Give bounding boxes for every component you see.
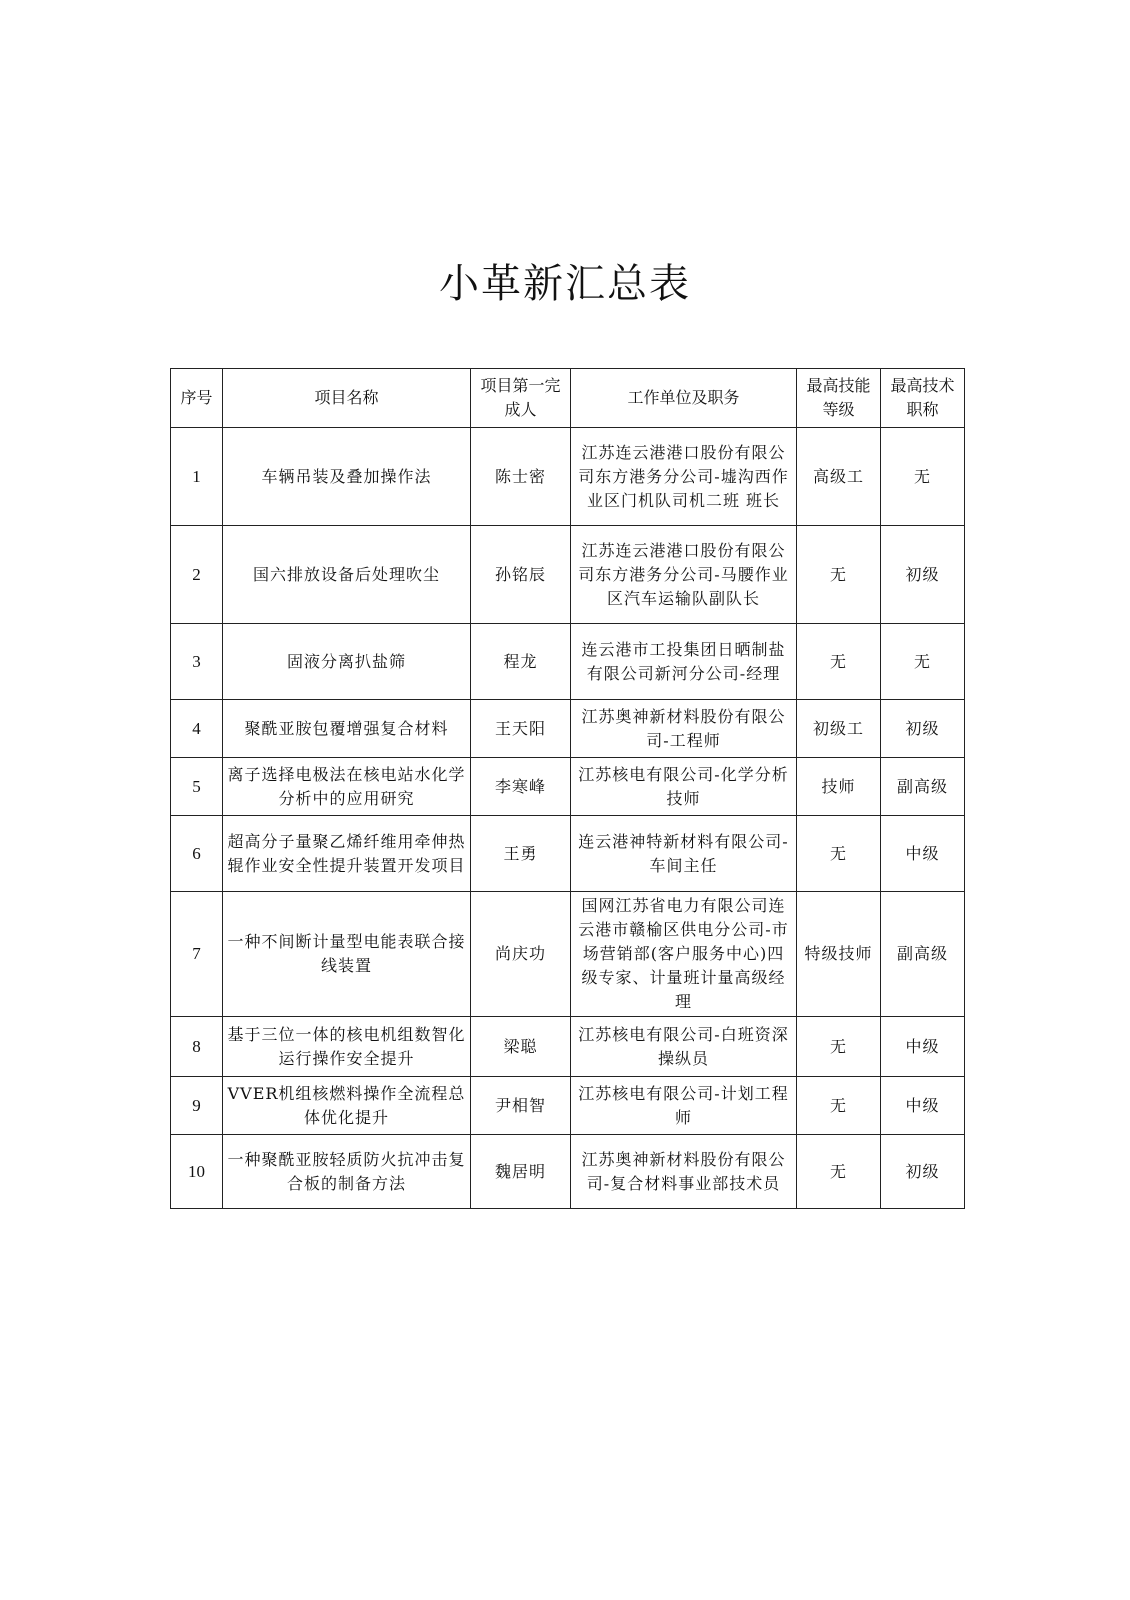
table-row <box>171 1135 965 1209</box>
cell-skill-level: 无 <box>797 526 881 624</box>
cell-seq: 2 <box>171 526 223 624</box>
cell-unit-position: 江苏奥神新材料股份有限公司-工程师 <box>571 700 797 758</box>
header-seq: 序号 <box>171 369 223 428</box>
summary-table <box>170 368 965 1209</box>
cell-seq: 5 <box>171 758 223 816</box>
cell-project-name: 固液分离扒盐筛 <box>223 624 471 700</box>
cell-skill-level: 无 <box>797 816 881 892</box>
cell-tech-title: 初级 <box>881 526 965 624</box>
cell-first-completer: 王天阳 <box>471 700 571 758</box>
cell-skill-level: 无 <box>797 1017 881 1077</box>
table-row <box>171 700 965 758</box>
cell-project-name: 一种聚酰亚胺轻质防火抗冲击复合板的制备方法 <box>223 1135 471 1209</box>
cell-project-name: VVER机组核燃料操作全流程总体优化提升 <box>223 1077 471 1135</box>
table-row <box>171 1077 965 1135</box>
table-row <box>171 526 965 624</box>
cell-tech-title: 初级 <box>881 1135 965 1209</box>
cell-first-completer: 梁聪 <box>471 1017 571 1077</box>
table-header-row <box>171 369 965 428</box>
cell-seq: 6 <box>171 816 223 892</box>
cell-first-completer: 尚庆功 <box>471 892 571 1017</box>
cell-unit-position: 江苏核电有限公司-化学分析技师 <box>571 758 797 816</box>
cell-tech-title: 副高级 <box>881 758 965 816</box>
table-row <box>171 428 965 526</box>
page-title: 小革新汇总表 <box>439 261 691 307</box>
cell-skill-level: 高级工 <box>797 428 881 526</box>
table-row <box>171 1017 965 1077</box>
cell-tech-title: 副高级 <box>881 892 965 1017</box>
table-row <box>171 624 965 700</box>
cell-skill-level: 特级技师 <box>797 892 881 1017</box>
cell-project-name: 聚酰亚胺包覆增强复合材料 <box>223 700 471 758</box>
cell-unit-position: 江苏核电有限公司-计划工程师 <box>571 1077 797 1135</box>
header-project-name: 项目名称 <box>223 369 471 428</box>
cell-unit-position: 江苏奥神新材料股份有限公司-复合材料事业部技术员 <box>571 1135 797 1209</box>
cell-tech-title: 中级 <box>881 1017 965 1077</box>
cell-first-completer: 程龙 <box>471 624 571 700</box>
table-row <box>171 816 965 892</box>
cell-seq: 7 <box>171 892 223 1017</box>
cell-project-name: 离子选择电极法在核电站水化学分析中的应用研究 <box>223 758 471 816</box>
cell-first-completer: 魏居明 <box>471 1135 571 1209</box>
cell-seq: 4 <box>171 700 223 758</box>
header-unit-position: 工作单位及职务 <box>571 369 797 428</box>
cell-seq: 1 <box>171 428 223 526</box>
cell-skill-level: 初级工 <box>797 700 881 758</box>
cell-first-completer: 陈士密 <box>471 428 571 526</box>
cell-first-completer: 王勇 <box>471 816 571 892</box>
cell-project-name: 车辆吊装及叠加操作法 <box>223 428 471 526</box>
header-first-completer: 项目第一完成人 <box>471 369 571 428</box>
cell-project-name: 基于三位一体的核电机组数智化运行操作安全提升 <box>223 1017 471 1077</box>
cell-skill-level: 无 <box>797 1077 881 1135</box>
cell-tech-title: 无 <box>881 624 965 700</box>
cell-seq: 10 <box>171 1135 223 1209</box>
cell-unit-position: 江苏连云港港口股份有限公司东方港务分公司-墟沟西作业区门机队司机二班 班长 <box>571 428 797 526</box>
cell-unit-position: 江苏连云港港口股份有限公司东方港务分公司-马腰作业区汽车运输队副队长 <box>571 526 797 624</box>
cell-first-completer: 尹相智 <box>471 1077 571 1135</box>
cell-tech-title: 中级 <box>881 1077 965 1135</box>
cell-unit-position: 江苏核电有限公司-白班资深操纵员 <box>571 1017 797 1077</box>
cell-tech-title: 中级 <box>881 816 965 892</box>
header-skill-level: 最高技能等级 <box>797 369 881 428</box>
cell-skill-level: 技师 <box>797 758 881 816</box>
cell-skill-level: 无 <box>797 1135 881 1209</box>
cell-project-name: 超高分子量聚乙烯纤维用牵伸热辊作业安全性提升装置开发项目 <box>223 816 471 892</box>
cell-seq: 3 <box>171 624 223 700</box>
table-row <box>171 892 965 1017</box>
cell-unit-position: 国网江苏省电力有限公司连云港市赣榆区供电分公司-市场营销部(客户服务中心)四级专家、计量班计量高级经理 <box>571 892 797 1017</box>
cell-unit-position: 连云港市工投集团日晒制盐有限公司新河分公司-经理 <box>571 624 797 700</box>
cell-first-completer: 李寒峰 <box>471 758 571 816</box>
cell-seq: 8 <box>171 1017 223 1077</box>
cell-skill-level: 无 <box>797 624 881 700</box>
cell-tech-title: 初级 <box>881 700 965 758</box>
cell-project-name: 国六排放设备后处理吹尘 <box>223 526 471 624</box>
table-row <box>171 758 965 816</box>
header-tech-title: 最高技术职称 <box>881 369 965 428</box>
cell-tech-title: 无 <box>881 428 965 526</box>
cell-project-name: 一种不间断计量型电能表联合接线装置 <box>223 892 471 1017</box>
cell-seq: 9 <box>171 1077 223 1135</box>
cell-unit-position: 连云港神特新材料有限公司-车间主任 <box>571 816 797 892</box>
cell-first-completer: 孙铭辰 <box>471 526 571 624</box>
